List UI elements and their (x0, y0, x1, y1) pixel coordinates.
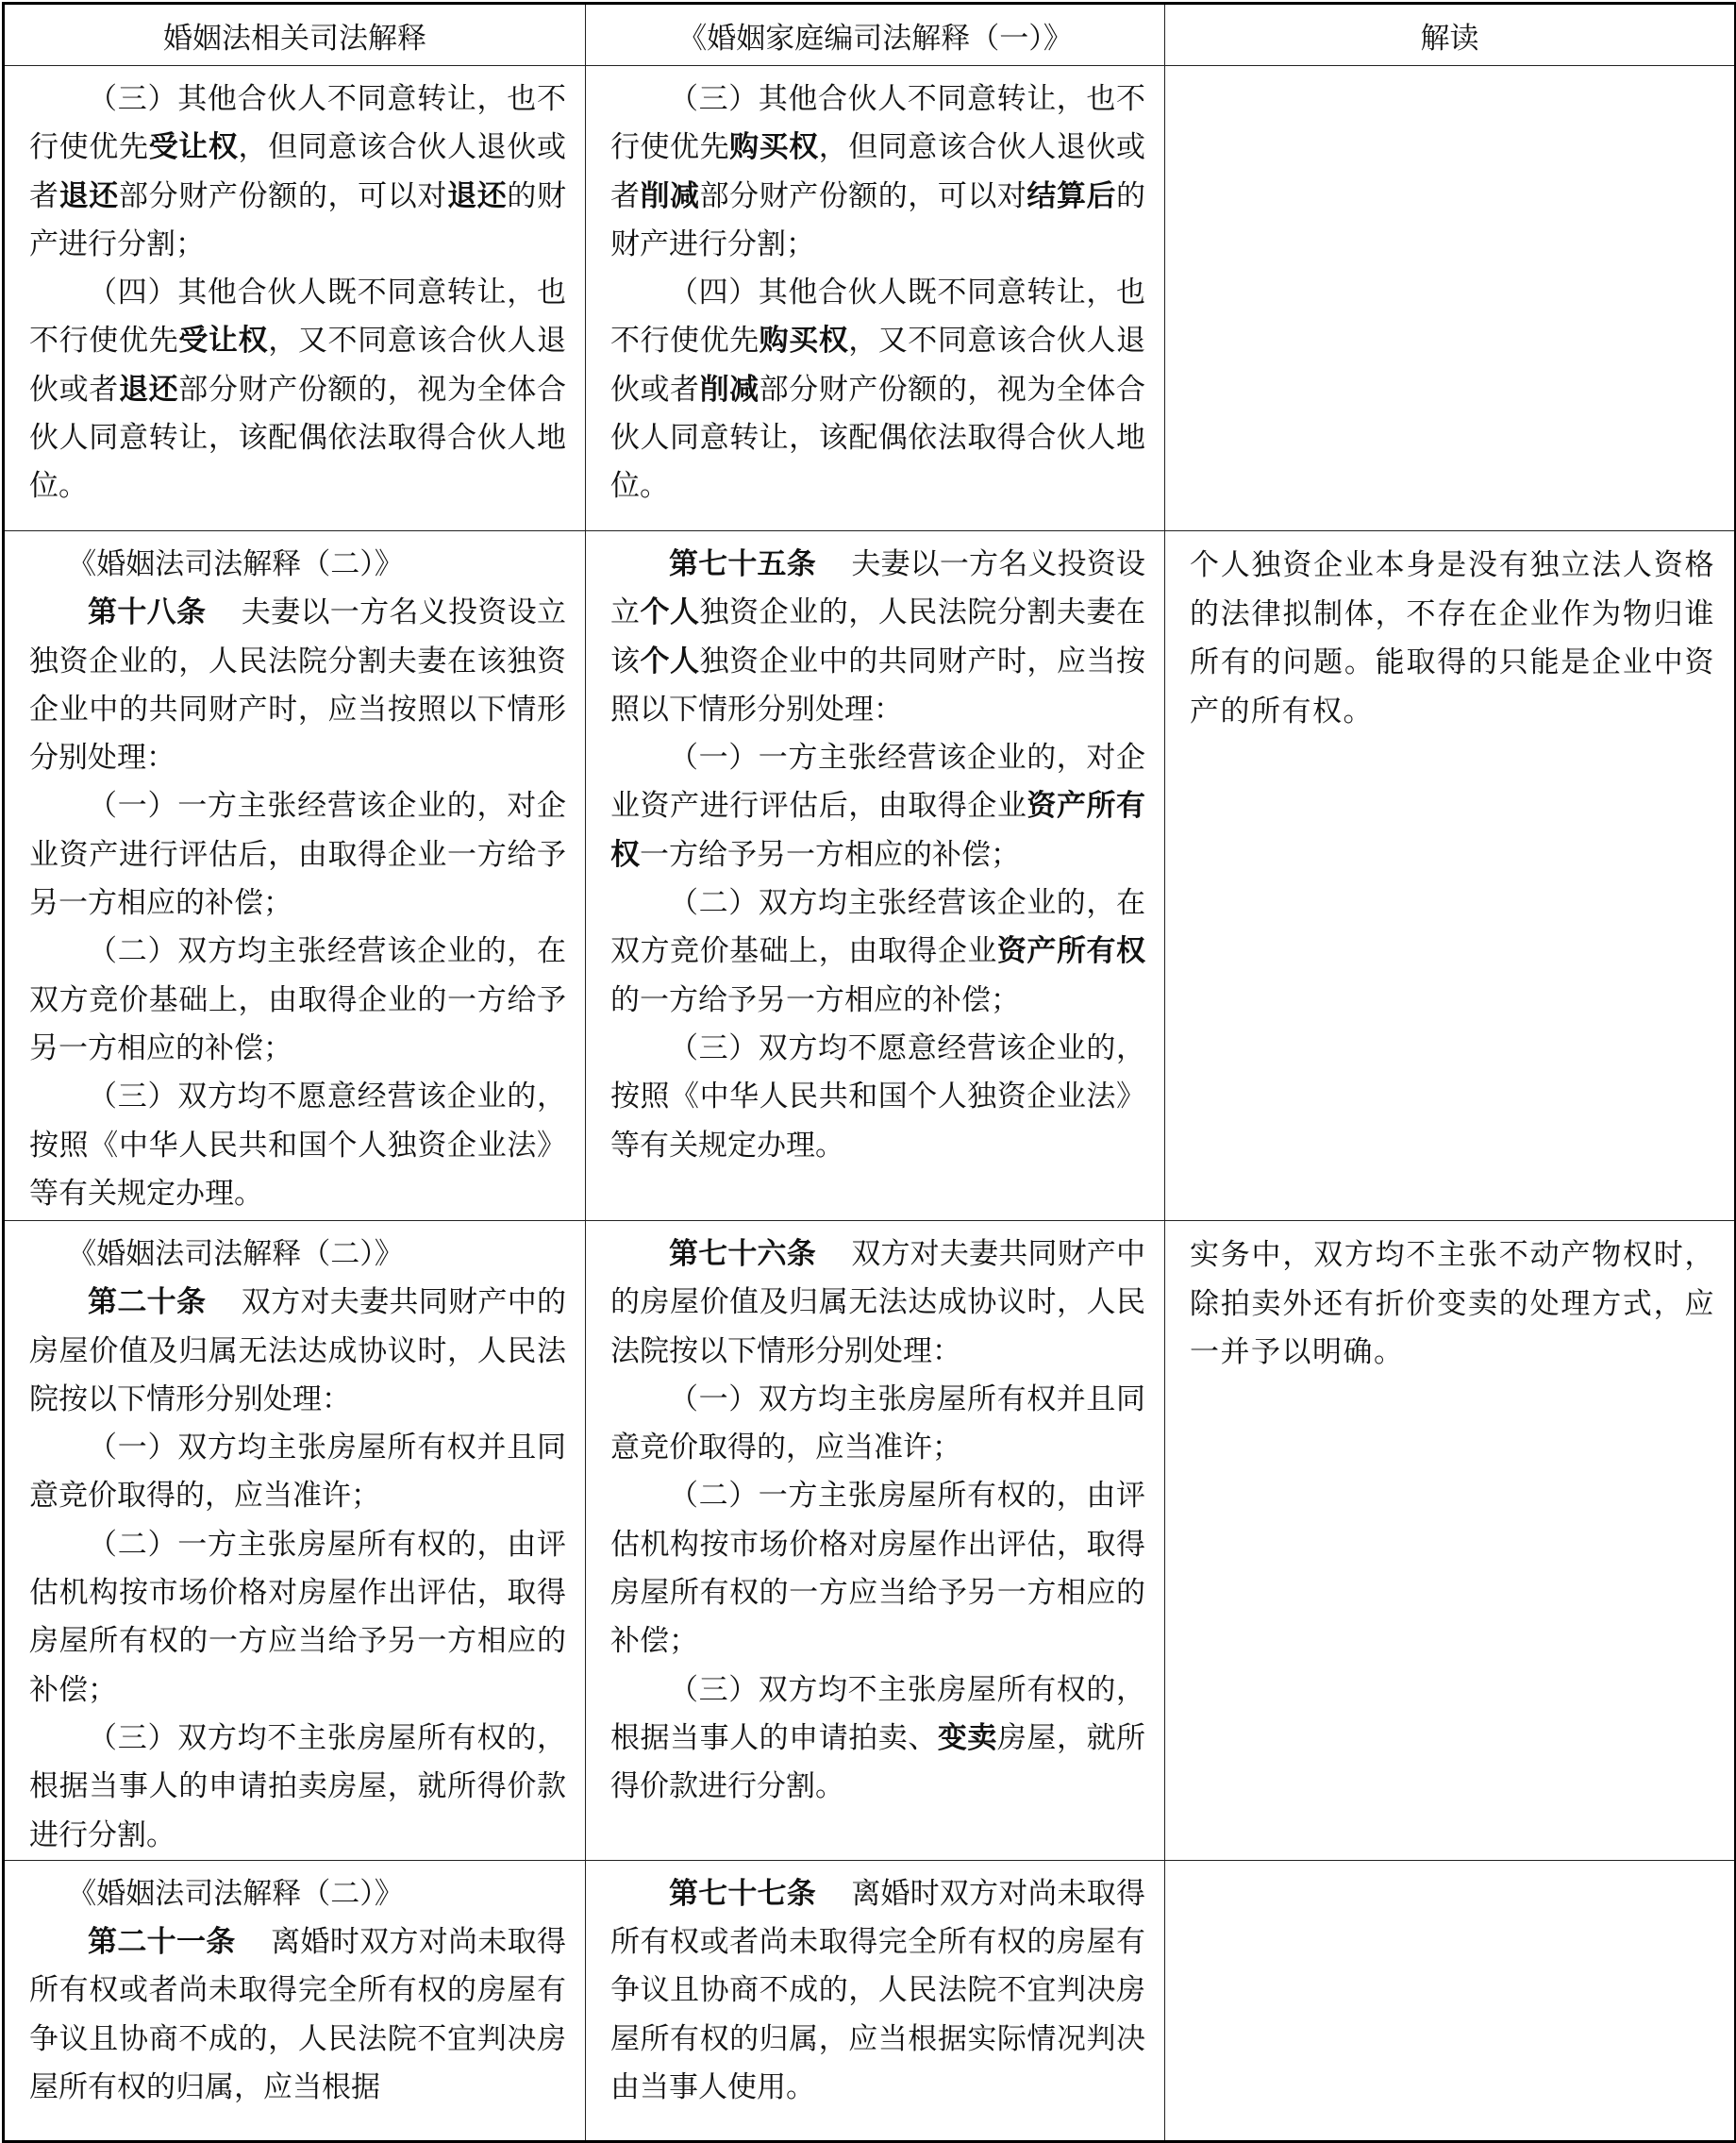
text-run: （三）双方均不愿意经营该企业的，按照《中华人民共和国个人独资企业法》等有关规定办理。 (610, 1030, 1145, 1163)
text-run: ，又不同意该合伙人退伙或者 (29, 324, 567, 407)
clause-paragraph (610, 1666, 1145, 1812)
text-run: 离婚时双方对尚未取得所有权或者尚未取得完全所有权的房屋有争议且协商不成的，人民法院不宜判决房屋所有权的归属，应当根据实际情况判决由当事人使用。 (610, 1876, 1145, 2105)
text-run: 夫妻以一方名义投资设立独资企业的，人民法院分割夫妻在该独资企业中的共同财产时，应当按照以下情形分别处理： (29, 595, 567, 776)
text-run: 独资企业的，人民法院分割夫妻在该 (610, 595, 1146, 678)
text-run: 部分财产份额的，视为全体合伙人同意转让，该配偶依法取得合伙人地位。 (29, 372, 567, 504)
text-run: 双方对夫妻共同财产中的房屋价值及归属无法达成协议时，人民法院按以下情形分别处理： (610, 1237, 1145, 1368)
old-provision-cell (4, 531, 586, 1221)
article-paragraph (29, 1279, 566, 1424)
text-run: （一）一方主张经营该企业的，对企业资产进行评估后，由取得企业一方给予另一方相应的补偿； (29, 789, 566, 921)
text-run: 独资企业中的共同财产时，应当按照以下情形分别处理： (610, 644, 1146, 727)
source-title (29, 541, 566, 589)
highlighted-term: 资产所有权 (610, 789, 1146, 872)
text-run: （一）双方均主张房屋所有权并且同意竞价取得的，应当准许； (610, 1381, 1145, 1465)
text-run: 《婚姻法司法解释（二）》 (67, 1237, 404, 1271)
clause-paragraph (610, 1376, 1145, 1473)
clause-paragraph (29, 782, 566, 928)
highlighted-term: 第七十七条 (669, 1876, 816, 1911)
text-run: 部分财产份额的，可以对 (699, 178, 1027, 213)
article-paragraph (610, 1870, 1145, 2112)
highlighted-term: 削减 (640, 178, 700, 213)
text-run: （一）一方主张经营该企业的，对企业资产进行评估后，由取得企业 (610, 741, 1145, 824)
text-run: （二）一方主张房屋所有权的，由评估机构按市场价格对房屋作出评估，取得房屋所有权的一方应当给予另一方相应的补偿； (610, 1479, 1145, 1659)
clause-paragraph (610, 734, 1145, 879)
clause-paragraph (29, 75, 566, 269)
article-paragraph (29, 1918, 566, 2112)
highlighted-term: 退还 (118, 372, 179, 407)
clause-paragraph (610, 75, 1145, 269)
new-provision-cell (586, 1860, 1165, 2141)
text-run: （三）其他合伙人不同意转让，也不行使优先 (29, 82, 566, 165)
highlighted-term: 第七十五条 (669, 547, 816, 581)
new-provision-cell (586, 66, 1165, 531)
text-run: （四）其他合伙人既不同意转让，也不行使优先 (610, 276, 1145, 359)
table-row (4, 1221, 1736, 1861)
clause-paragraph (29, 1073, 566, 1218)
text-run: 的财产进行分割； (610, 178, 1146, 261)
highlighted-term: 资产所有权 (996, 934, 1146, 969)
clause-paragraph (29, 269, 566, 511)
header-old-interpretation: 婚姻法相关司法解释 (4, 4, 586, 66)
text-run: （三）双方均不愿意经营该企业的，按照《中华人民共和国个人独资企业法》等有关规定办理。 (29, 1080, 566, 1211)
source-title (29, 1231, 566, 1279)
text-run: 夫妻以一方名义投资设立 (610, 547, 1145, 630)
table-row (4, 66, 1736, 531)
comparison-table (2, 2, 1736, 2143)
text-run: ，又不同意该合伙人退伙或者 (610, 324, 1146, 407)
article-paragraph (610, 1231, 1145, 1376)
highlighted-term: 结算后 (1027, 178, 1117, 213)
commentary-cell: 实务中，双方均不主张不动产物权时，除拍卖外还有折价变卖的处理方式，应一并予以明确。 (1165, 1221, 1736, 1861)
text-run: ，但同意该合伙人退伙或者 (610, 130, 1146, 213)
highlighted-term: 购买权 (759, 324, 849, 359)
article-paragraph (29, 589, 566, 782)
text-run: （二）一方主张房屋所有权的，由评估机构按市场价格对房屋作出评估，取得房屋所有权的一方应当给予另一方相应的补偿； (29, 1527, 566, 1707)
header-commentary: 解读 (1165, 4, 1736, 66)
text-run: 《婚姻法司法解释（二）》 (67, 547, 404, 581)
highlighted-term: 第二十条 (88, 1285, 207, 1320)
commentary-cell (1165, 1860, 1736, 2141)
old-provision-cell (4, 1860, 586, 2141)
text-run: （一）双方均主张房屋所有权并且同意竞价取得的，应当准许； (29, 1431, 566, 1514)
highlighted-term: 个人 (640, 595, 700, 630)
clause-paragraph (29, 1521, 566, 1715)
old-provision-cell (4, 1221, 586, 1861)
table-row (4, 531, 1736, 1221)
table-row (4, 1860, 1736, 2141)
text-run: 的一方给予另一方相应的补偿； (610, 982, 1020, 1017)
text-run: 房屋，就所得价款进行分割。 (610, 1720, 1146, 1804)
text-run: 一方给予另一方相应的补偿； (640, 837, 1020, 872)
clause-paragraph (610, 1025, 1145, 1170)
article-paragraph (610, 541, 1145, 734)
old-provision-cell (4, 66, 586, 531)
text-run: （三）双方均不主张房屋所有权的，根据当事人的申请拍卖房屋，就所得价款进行分割。 (29, 1720, 566, 1852)
text-run: 部分财产份额的，可以对 (118, 178, 448, 213)
highlighted-term: 第十八条 (88, 595, 207, 630)
source-title (29, 1870, 566, 1918)
text-run: 双方对夫妻共同财产中的房屋价值及归属无法达成协议时，人民法院按以下情形分别处理： (29, 1285, 567, 1416)
highlighted-term: 退还 (447, 178, 508, 213)
text-run: （二）双方均主张经营该企业的，在双方竞价基础上，由取得企业 (610, 886, 1145, 969)
highlighted-term: 退还 (58, 178, 119, 213)
highlighted-term: 第七十六条 (669, 1237, 816, 1271)
text-run: （四）其他合伙人既不同意转让，也不行使优先 (29, 276, 566, 359)
highlighted-term: 购买权 (729, 130, 819, 165)
clause-paragraph (29, 928, 566, 1073)
text-run: 的财产进行分割； (29, 178, 567, 261)
text-run: 离婚时双方对尚未取得所有权或者尚未取得完全所有权的房屋有争议且协商不成的，人民法院不宜判决房屋所有权的归属，应当根据 (29, 1925, 567, 2105)
clause-paragraph (29, 1715, 566, 1860)
text-run: 部分财产份额的，视为全体合伙人同意转让，该配偶依法取得合伙人地位。 (610, 372, 1146, 504)
text-run: （三）双方均不主张房屋所有权的，根据当事人的申请拍卖、 (610, 1672, 1145, 1755)
clause-paragraph (610, 269, 1145, 511)
highlighted-term: 受让权 (178, 324, 269, 359)
highlighted-term: 第二十一条 (88, 1925, 236, 1960)
new-provision-cell (586, 531, 1165, 1221)
header-new-interpretation: 《婚姻家庭编司法解释（一）》 (586, 4, 1165, 66)
commentary-cell: 个人独资企业本身是没有独立法人资格的法律拟制体，不存在企业作为物归谁所有的问题。能取得的只能是企业中资产的所有权。 (1165, 531, 1736, 1221)
text-run: ，但同意该合伙人退伙或者 (29, 130, 567, 213)
clause-paragraph (610, 879, 1145, 1025)
commentary-cell (1165, 66, 1736, 531)
header-row (4, 4, 1736, 66)
clause-paragraph (29, 1424, 566, 1521)
highlighted-term: 削减 (699, 372, 760, 407)
highlighted-term: 个人 (640, 644, 700, 678)
highlighted-term: 受让权 (148, 130, 239, 165)
text-run: （二）双方均主张经营该企业的，在双方竞价基础上，由取得企业的一方给予另一方相应的补偿； (29, 934, 566, 1065)
highlighted-term: 变卖 (937, 1720, 997, 1755)
new-provision-cell (586, 1221, 1165, 1861)
text-run: 《婚姻法司法解释（二）》 (67, 1876, 404, 1911)
text-run: （三）其他合伙人不同意转让，也不行使优先 (610, 82, 1145, 165)
clause-paragraph (610, 1472, 1145, 1666)
